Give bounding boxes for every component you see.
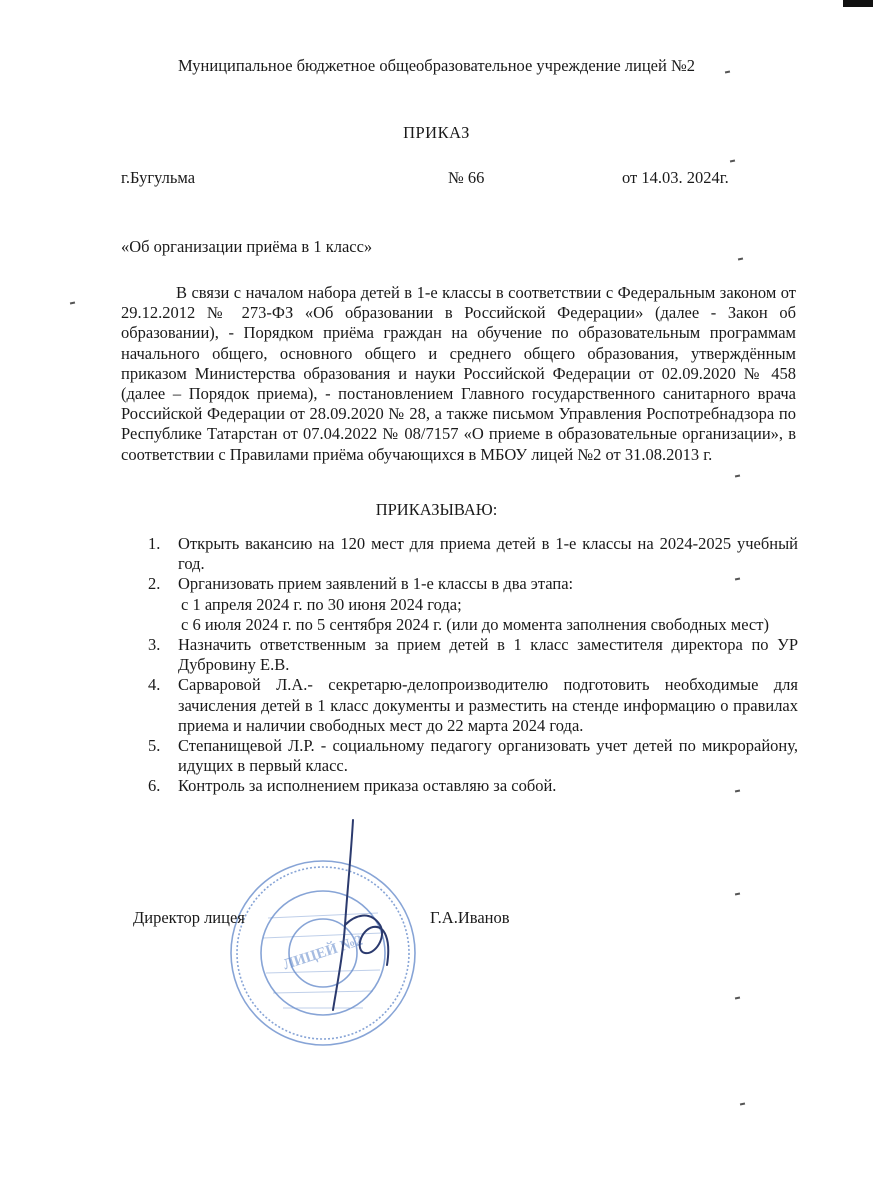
signatory-title: Директор лицея: [133, 908, 245, 927]
item-number: 3.: [148, 635, 161, 655]
item-number: 1.: [148, 534, 161, 553]
order-item: [148, 574, 798, 635]
item-text: Открыть вакансию на 120 мест для приема детей в 1-е классы на 2024-2025 учебный год.: [178, 534, 798, 574]
scan-speck: [730, 160, 735, 163]
intro-paragraph: В связи с началом набора детей в 1-е классы в соответствии с Федеральным законом от 29.12.2012 № 273-ФЗ «Об образовании в Российской Федерации» (далее - Закон об образовании), - Порядком приёма граждан на обучение по образовательным программам начального общего, основного общего и среднего общего образования, утверждённым приказом Министерства образования и науки Российской Федерации от 02.09.2020 № 458 (далее – Порядок приема), - постановлением Главного государственного санитарного врача Российской Федерации от 28.09.2020 № 28, а также письмом Управления Роспотребнадзора по Республике Татарстан от 07.04.2022 № 08/7157 «О приеме в образовательные организации», в соответствии с Правилами приёма обучающихся в МБОУ лицей №2 от 31.08.2013 г.: [121, 283, 796, 464]
order-item: [148, 635, 798, 675]
stamp-center-text: ЛИЦЕЙ №2: [281, 932, 365, 974]
scan-speck: [70, 302, 75, 305]
scan-speck: [738, 258, 743, 261]
order-date: от 14.03. 2024г.: [622, 168, 729, 187]
item-number: 5.: [148, 736, 161, 756]
order-title: ПРИКАЗ: [403, 123, 470, 142]
item-number: 2.: [148, 574, 161, 594]
scan-speck: [735, 997, 740, 1000]
item-subline: с 6 июля 2024 г. по 5 сентября 2024 г. (или до момента заполнения свободных мест): [181, 614, 769, 634]
order-number: № 66: [448, 168, 485, 187]
order-item: [148, 675, 798, 736]
order-item: [148, 534, 798, 574]
scan-speck: [735, 893, 740, 896]
order-item: [148, 776, 798, 796]
item-text: Контроль за исполнением приказа оставляю за собой.: [178, 776, 557, 796]
organization-header: Муниципальное бюджетное общеобразовательное учреждение лицей №2: [178, 56, 695, 75]
decree-heading: ПРИКАЗЫВАЮ:: [375, 500, 498, 519]
item-subline: с 1 апреля 2024 г. по 30 июня 2024 года;: [181, 594, 462, 614]
item-text: Организовать прием заявлений в 1-е классы в два этапа:: [178, 574, 574, 594]
item-text: Назначить ответственным за прием детей в 1 класс заместителя директора по УР Дубровину Е.В.: [178, 635, 798, 675]
scan-corner-mark: [843, 0, 873, 7]
signatory-name: Г.А.Иванов: [430, 908, 510, 927]
scan-speck: [735, 475, 740, 478]
item-number: 6.: [148, 776, 161, 796]
order-items-list: [148, 534, 798, 797]
scan-speck: [740, 1103, 745, 1106]
order-item: [148, 736, 798, 776]
item-text: Сарваровой Л.А.- секретарю-делопроизводителю подготовить необходимые для зачисления детей в 1 класс документы и разместить на стенде информацию о правилах приема и наличии свободных мест до 22 марта 2024 года.: [178, 675, 798, 735]
item-text: Степанищевой Л.Р. - социальному педагогу организовать учет детей по микрорайону, идущих в первый класс.: [178, 736, 798, 776]
order-subject: «Об организации приёма в 1 класс»: [121, 237, 373, 256]
order-city: г.Бугульма: [121, 168, 196, 187]
item-number: 4.: [148, 675, 161, 695]
handwritten-signature: [325, 815, 395, 1015]
